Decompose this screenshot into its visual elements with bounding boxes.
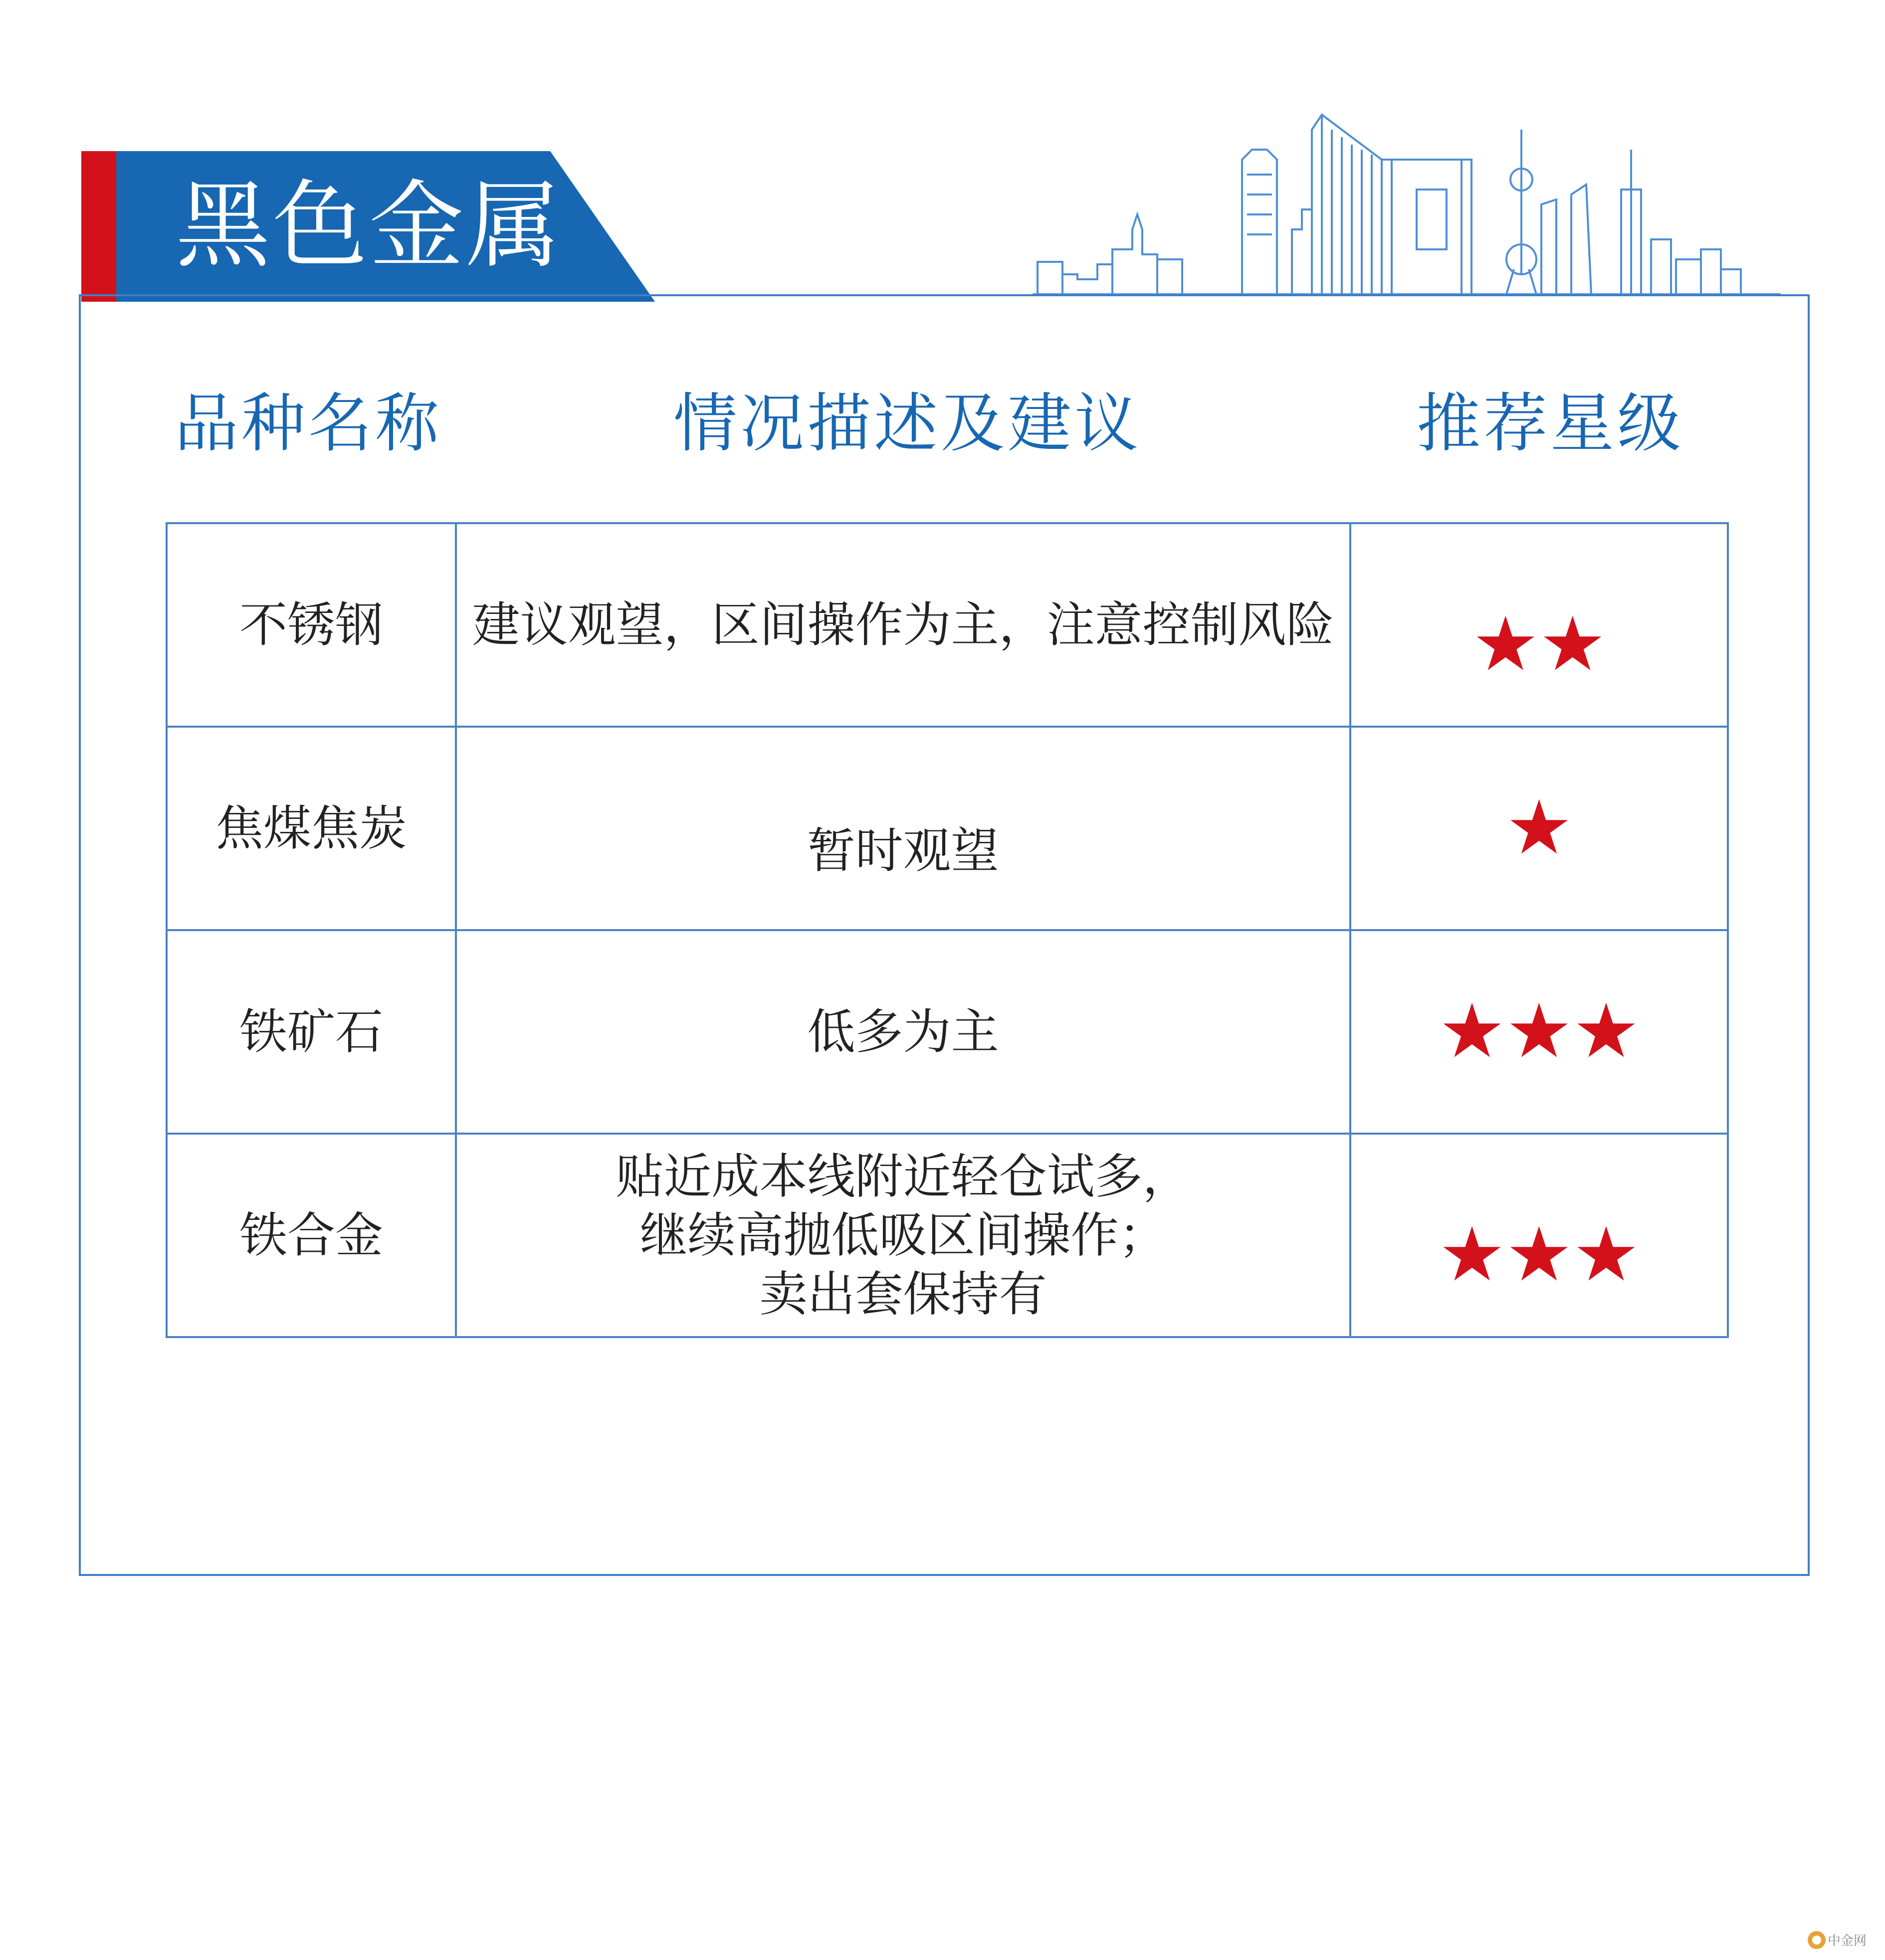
description-line: 暂时观望 — [807, 823, 999, 879]
description-line: 卖出套保持有 — [759, 1266, 1047, 1322]
description-line: 继续高抛低吸区间操作； — [639, 1207, 1167, 1263]
table-row — [167, 930, 1728, 1134]
variety-name: 铁矿石 — [239, 1004, 383, 1060]
variety-name-cell — [167, 727, 456, 930]
rating-cell — [1350, 523, 1728, 727]
table-row — [167, 1134, 1728, 1337]
variety-name: 不锈钢 — [239, 597, 383, 653]
cnfol-logo-icon — [1806, 1925, 1881, 1955]
star-rating: ★★★ — [1438, 988, 1640, 1075]
description-cell — [456, 727, 1350, 930]
rating-cell — [1350, 727, 1728, 930]
svg-text:中金网: 中金网 — [1828, 1933, 1867, 1948]
description-line: 贴近成本线附近轻仓试多， — [616, 1149, 1191, 1204]
table-row — [167, 727, 1728, 930]
star-rating: ★★★ — [1438, 1211, 1640, 1298]
city-skyline-icon — [1033, 110, 1781, 299]
star-rating: ★ — [1505, 784, 1573, 871]
star-rating: ★★ — [1472, 601, 1606, 688]
variety-name: 铁合金 — [239, 1207, 383, 1263]
variety-name-cell — [167, 930, 456, 1134]
header-description: 情况描述及建议 — [673, 387, 1142, 461]
description-cell — [456, 930, 1350, 1134]
rating-cell — [1350, 930, 1728, 1134]
cnfol-watermark — [1806, 1925, 1881, 1955]
table-row — [167, 523, 1728, 727]
variety-name-cell — [167, 523, 456, 727]
variety-name-cell — [167, 1134, 456, 1337]
description-line: 建议观望，区间操作为主，注意控制风险 — [472, 597, 1334, 653]
variety-name: 焦煤焦炭 — [215, 800, 407, 856]
description-cell — [456, 523, 1350, 727]
recommendation-table — [166, 522, 1729, 1338]
rating-cell — [1350, 1134, 1728, 1337]
description-line: 低多为主 — [807, 1004, 999, 1060]
header-rating: 推荐星级 — [1417, 387, 1684, 461]
section-title: 黑色金属 — [176, 171, 563, 281]
header-variety-name: 品种名称 — [175, 387, 442, 461]
description-cell — [456, 1134, 1350, 1337]
